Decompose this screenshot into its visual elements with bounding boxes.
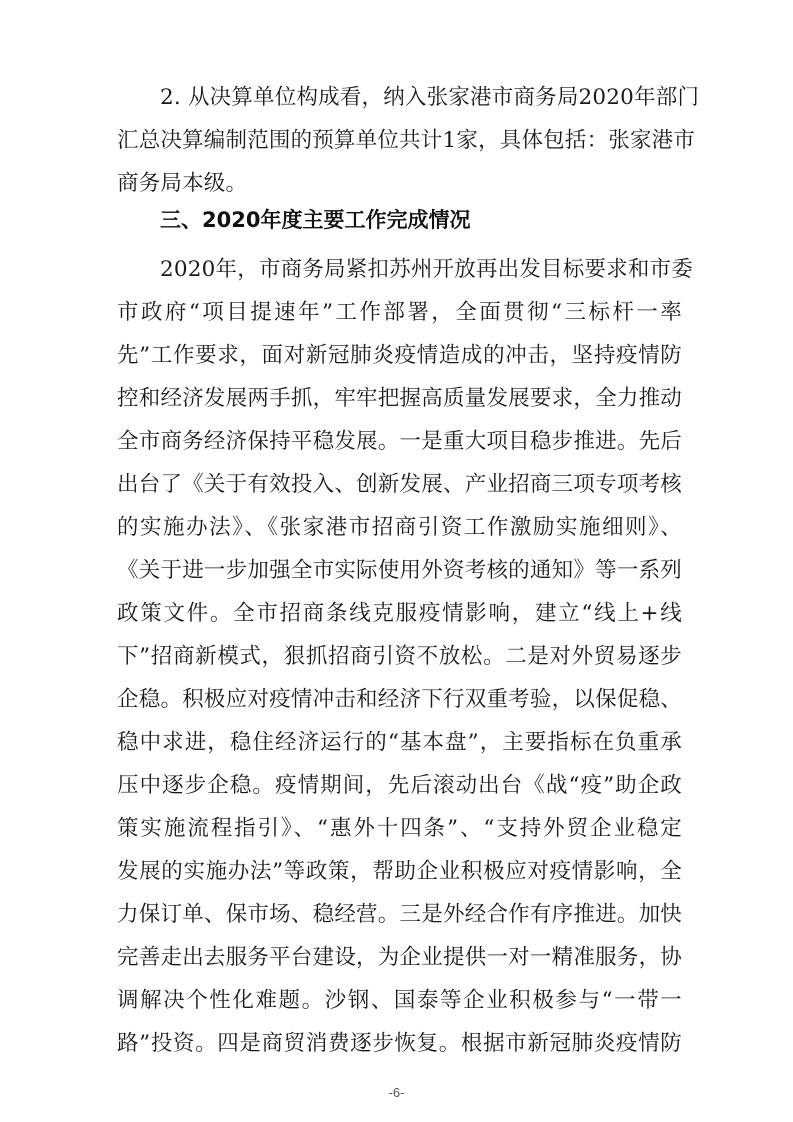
text-line: 策实施流程指引》、“惠外十四条”、“支持外贸企业稳定 (117, 816, 682, 841)
text-line: 压中逐步企稳。疫情期间，先后滚动出台《战“疫”助企政 (117, 773, 682, 798)
text-line: 力保订单、保市场、稳经营。三是外经合作有序推进。加快 (117, 902, 682, 927)
text-line: 路”投资。四是商贸消费逐步恢复。根据市新冠肺炎疫情防 (117, 1031, 682, 1056)
text-line: 调解决个性化难题。沙钢、国泰等企业积极参与“一带一 (117, 988, 682, 1013)
text-line: 2020年，市商务局紧扣苏州开放再出发目标要求和市委 (160, 257, 693, 282)
text-line: 市政府“项目提速年”工作部署，全面贯彻“三标杆一率 (117, 300, 682, 325)
text-line: 全市商务经济保持平稳发展。一是重大项目稳步推进。先后 (117, 429, 682, 454)
text-line: 企稳。积极应对疫情冲击和经济下行双重考验，以保促稳、 (117, 687, 682, 712)
text-line: 2. 从决算单位构成看，纳入张家港市商务局2020年部门 (160, 85, 700, 110)
text-line: 下”招商新模式，狠抓招商引资不放松。二是对外贸易逐步 (117, 644, 682, 669)
text-line: 出台了《关于有效投入、创新发展、产业招商三项专项考核 (117, 472, 682, 497)
section-heading: 三、2020年度主要工作完成情况 (160, 208, 471, 232)
text-line: 发展的实施办法”等政策，帮助企业积极应对疫情影响，全 (117, 859, 682, 884)
text-line: 《关于进一步加强全市实际使用外资考核的通知》等一系列 (117, 558, 682, 583)
text-line: 商务局本级。 (117, 171, 248, 196)
text-line: 先”工作要求，面对新冠肺炎疫情造成的冲击，坚持疫情防 (117, 343, 682, 368)
text-line: 控和经济发展两手抓，牢牢把握高质量发展要求，全力推动 (117, 386, 682, 411)
text-line: 稳中求进，稳住经济运行的“基本盘”，主要指标在负重承 (117, 730, 682, 755)
text-line: 的实施办法》、《张家港市招商引资工作激励实施细则》、 (117, 515, 682, 540)
text-line: 政策文件。全市招商条线克服疫情影响，建立“线上+线 (117, 601, 682, 626)
text-line: 完善走出去服务平台建设，为企业提供一对一精准服务，协 (117, 945, 682, 970)
text-line: 汇总决算编制范围的预算单位共计1家，具体包括：张家港市 (117, 128, 696, 153)
page-number: -6- (388, 1085, 405, 1100)
